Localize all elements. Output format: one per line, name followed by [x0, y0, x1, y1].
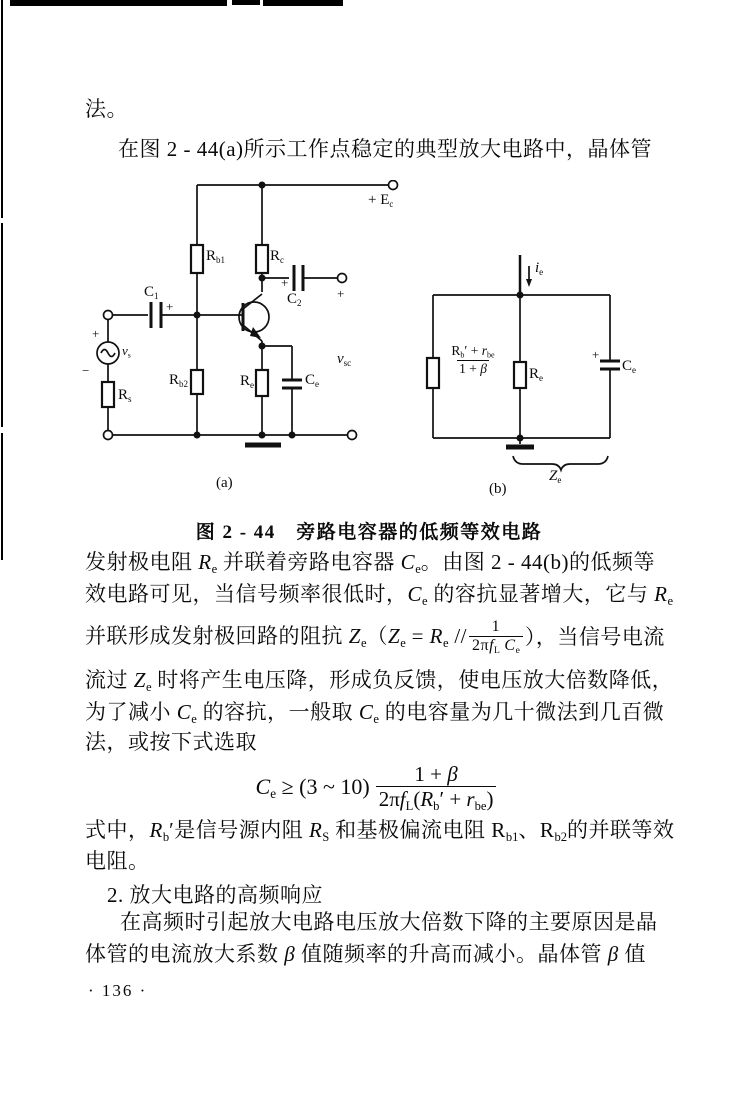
formula-numerator: 1 + β: [414, 762, 458, 786]
terminal-output: [338, 274, 347, 283]
label-re-b: $R_e$: [529, 366, 544, 383]
terminal-input: [104, 311, 113, 320]
label-ze: $Z_e$: [549, 468, 562, 485]
resistor-equivalent-base: [427, 358, 439, 388]
label-ec: + $E_c$: [368, 192, 394, 209]
text-line-continuation: 法。: [85, 97, 128, 121]
label-c1: $C_1$: [144, 284, 159, 301]
resistor-rb2: [191, 370, 203, 394]
label-subfigure-a: (a): [216, 475, 233, 491]
circuit-a-wires: [97, 181, 398, 446]
capacitor-ce: [282, 380, 302, 388]
current-arrow-ie: [526, 266, 532, 287]
text-line: 电阻。: [85, 849, 150, 873]
section-heading: 2. 放大电路的高频响应: [107, 883, 323, 907]
label-ce-b: $C_e$: [622, 358, 637, 375]
terminal-output-bottom: [348, 431, 357, 440]
formula-denominator: $2\pi f_L(R_b' + r_{be})$: [376, 786, 497, 814]
label-rc: $R_c$: [270, 248, 285, 265]
label-rb1: $R_{b1}$: [206, 248, 226, 265]
label-c1-plus: +: [166, 299, 174, 314]
text-line: 体管的电流放大系数 β 值随频率的升高而减小。晶体管 β 值: [85, 942, 646, 966]
text-segment: ），当信号电流: [524, 624, 665, 649]
label-vs: $v_s$: [122, 343, 131, 360]
label-equivalent-base-resistance: [441, 343, 505, 377]
page-number: · 136 ·: [88, 981, 148, 1000]
resistor-re: [256, 370, 268, 396]
terminal-ec: [389, 181, 398, 190]
capacitor-ce-b: [600, 361, 620, 369]
label-vout: $v_{sc}$: [337, 351, 352, 368]
figure-2-44: [0, 180, 738, 516]
fraction-numerator: 1: [491, 617, 501, 635]
figure-caption: 图 2 - 44 旁路电容器的低频等效电路: [195, 522, 543, 543]
text-line: 法，或按下式选取: [85, 730, 257, 754]
scan-mark-top-bar: [232, 0, 260, 5]
label-input-plus: +: [92, 326, 100, 341]
label-c2: $C_2$: [287, 291, 302, 308]
label-frac-numerator: $R_b' + r_{be}$: [451, 343, 495, 360]
terminal-ground-left: [104, 431, 113, 440]
capacitor-c1: [151, 302, 161, 328]
resistor-rs: [102, 382, 114, 407]
text-line: 效电路可见，当信号频率很低时，$C_e$ 的容抗显著增大，它与 $R_e$: [85, 582, 674, 609]
text-line: 流过 $Z_e$ 时将产生电压降，形成负反馈，使电压放大倍数降低，: [85, 668, 674, 695]
circuit-diagram-svg: [0, 180, 738, 516]
text-line-with-fraction: [85, 613, 665, 661]
signal-source: [97, 342, 119, 364]
formula-lhs: $C_e \ge (3$ ~ 10): [255, 773, 370, 801]
text-line: 为了减小 $C_e$ 的容抗，一般取 $C_e$ 的电容量为几十微法到几百微: [85, 700, 665, 727]
label-subfigure-b: (b): [489, 481, 507, 497]
fraction-denominator: $2\pi f_L$ $C_e$: [469, 636, 523, 656]
resistor-rc: [256, 245, 268, 273]
label-rb2: $R_{b2}$: [168, 372, 188, 389]
label-frac-denominator: 1 + β: [459, 361, 487, 377]
resistor-rb1: [191, 245, 203, 273]
label-ce-plus-b: +: [592, 347, 600, 362]
text-segment: 并联形成发射极回路的阻抗 $Z_e(Z_e = R_e$ //: [85, 623, 467, 650]
text-line: 式中，$R_b'$是信号源内阻 $R_S$ 和基极偏流电阻 $R_{b1}$、$R_{b2}$的并联等效: [85, 818, 675, 845]
transistor: [239, 294, 269, 346]
resistor-re-b: [514, 362, 526, 388]
label-input-minus: −: [82, 363, 90, 378]
label-ie: $i_e$: [535, 260, 544, 277]
label-output-plus: +: [337, 286, 345, 301]
scan-mark-top-bar: [10, 0, 227, 6]
label-rs: $R_s$: [118, 387, 132, 404]
label-re: $R_e$: [239, 373, 254, 390]
scan-mark-top-bar: [263, 0, 343, 6]
formula-fraction: [376, 762, 497, 814]
label-c2-plus: +: [281, 275, 289, 290]
text-line-paragraph-1: 在图 2 - 44(a)所示工作点稳定的典型放大电路中，晶体管: [118, 137, 653, 161]
label-ce: $C_e$: [305, 372, 320, 389]
text-line: 在高频时引起放大电路电压放大倍数下降的主要原因是晶: [120, 910, 658, 934]
inline-fraction: [469, 618, 523, 656]
text-line: 发射极电阻 $R_e$ 并联着旁路电容器 $C_e$。由图 2 - 44(b)的低频等: [85, 550, 656, 577]
capacitor-c2: [294, 265, 303, 291]
capacitance-formula: [85, 762, 667, 814]
